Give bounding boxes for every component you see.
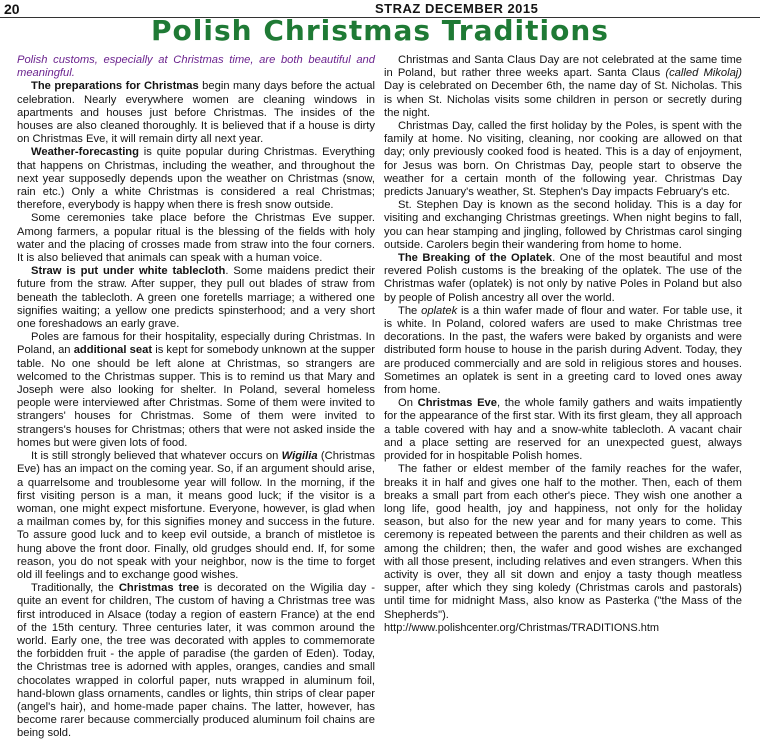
paragraph-emphasis: Wigilia [281,450,318,463]
article-intro: Polish customs, especially at Christmas time, are both beautiful and meaningful. [17,54,375,80]
paragraph-text: is a thin wafer made of flour and water. For table use, it is white. In Poland, colored wafers are used to make Christmas tree decorations. In the past, the wafers were baked by organists and were distributed form house to house in the parish during Advent. Today, they are produced commercially and are sold in religious stores and houses. Sometimes an oplatek is sent in a greeting card to loved ones away from home. [384,304,742,397]
paragraph-text: . Some maidens predict their future from the straw. After supper, they pull out blades of straw from beneath the tablecloth. A green one foretells marriage; a withered one signifies waiting; a yellow one predicts spinsterhood; and a very short one foreshadows an early grave. [17,265,375,331]
paragraph-text: Traditionally, the [31,582,119,595]
paragraph-wigilia [17,450,375,582]
paragraph-text: , the whole family gathers and waits impatiently for the appearance of the first star. With its first gleam, they all approach a table covered with hay and a snow-white tablecloth. A vacant chair and a place setting are reserved for an unexpected guest, always provided for in hospitable Polish homes. [384,397,742,463]
paragraph-hospitality [17,331,375,450]
right-column [384,54,742,635]
publication-header: STRAZ DECEMBER 2015 [375,1,539,16]
paragraph-emphasis: (called Mikolaj) [665,67,742,80]
paragraph-text: On [398,397,418,410]
paragraph-emphasis: additional seat [73,344,153,357]
page-number: 20 [4,1,20,17]
paragraph-emphasis: Christmas Eve [417,397,497,410]
paragraph-text: is quite popular during Christmas. Everything that happens on Christmas, including the weather, and throughout the next year supposedly depends upon the weather on Christmas (snow, rain etc.) Only a white Christmas is considered a real Christmas; therefore, everybody is happy when there is fresh snow outside. [17,146,375,212]
paragraph-text: begin many days before the actual celebration. Nearly everywhere women are cleaning windows in apartments and houses just before Christmas. The insides of the houses are also cleaned thoroughly. It is believed that if a house is dirty on Christmas Eve, it will remain dirty all next year. [17,80,376,146]
paragraph-lead: Straw is put under white tablecloth [31,265,226,278]
paragraph-lead: The Breaking of the Oplatek [398,252,553,265]
paragraph-text: is kept for somebody unknown at the supper table. No one should be left alone at Christmas, so strangers are welcomed to the Christmas supper. This is to remind us that Mary and Joseph were also looking for shelter. In Poland, several homeless people were interviewed after Christmas. Some of them were invited to strangers' houses for Christmas. Some of them were invited to strangers's houses for Christmas; others that were not asked inside the homes but were given lots of food. [17,344,375,449]
paragraph-christmas-eve [384,397,742,463]
paragraph-santa-claus [384,54,742,120]
paragraph-christmas-tree [17,582,375,740]
paragraph-emphasis: Christmas tree [118,582,200,595]
paragraph-oplatek [384,252,742,305]
paragraph-family-supper: The father or eldest member of the family reaches for the wafer, breaks it in half and gives one half to the mother. Then, each of them breaks a small part from each other's piece. They wish one another a long life, good health, joy and happiness, not only for the holiday season, but also for the new year and for many years to come. This ceremony is repeated between the parents and their children as well as among the children; then, the wafer and good wishes are exchanged with all those present, including relatives and even strangers. When this activity is over, they all sit down and enjoy a tasty though meatless supper, after which they sing koledy (Christmas carols and pastorals) until time for midnight Mass, also know as Pasterka ("the Mass of the Shepherds"). [384,463,742,621]
paragraph-lead: Weather-forecasting [31,146,139,159]
paragraph-wafer [384,305,742,397]
left-column [17,54,375,741]
paragraph-christmas-day: Christmas Day, called the first holiday by the Poles, is spent with the family at home. No visiting, cleaning, nor cooking are allowed on that day; only previously cooked food is heated. This is a day of enjoyment, for Jesus was born. On Christmas Day, people start to observe the weather for a certain month of the following year. Christmas Day predicts January's weather, St. Stephen's Day impacts February's etc. [384,120,742,199]
paragraph-text: Christmas and Santa Claus Day are not celebrated at the same time in Poland, but rather three weeks apart. Santa Claus [384,54,742,80]
paragraph-text: It is still strongly believed that whatever occurs on [31,450,282,463]
paragraph-text: is decorated on the Wigilia day - quite an event for children, The custom of having a Christmas tree was first introduced in Alsace (today a region of eastern France) at the end of the 15th century. Three centuries later, it was common around the world. Early one, the tree was decorated with apples to commemorate the forbidden fruit - the apple of paradise (the garden of Eden). Today, the Christmas tree is adorned with apples, oranges, candies and small chocolates wrapped in colorful paper, nuts wrapped in aluminum foil, hand-blown glass ornaments, candles or lights, thin strips of clear paper (angel's hair), and home-made paper chains. The latter, however, has become rarer because commercially produced aluminum foil chains are being sold. [17,582,375,740]
paragraph-text: . One of the most beautiful and most revered Polish customs is the breaking of the oplatek. The use of the Christmas wafer (oplatek) is not only by native Poles in Poland but also by people of Polish ancestry all over the world. [384,252,742,304]
paragraph-emphasis: oplatek [421,304,458,317]
paragraph-lead: The preparations for Christmas [31,80,199,93]
paragraph-text: (Christmas Eve) has an impact on the coming year. So, if an argument should arise, a quarrelsome and troublesome year will follow. In the morning, if the first visiting person is a man, it means good luck; if the visitor is a woman, one might expect misfortune. Everyone, however, is glad when a mailman comes by, for this signifies money and success in the future. To assure good luck and to keep evil outside, a branch of mistletoe is hung above the front door. Finally, old grudges should end. If, for some reason, you do not speak with your neighbor, now is the time to forget old ill feelings and to exchange good wishes. [17,450,375,581]
article-title: Polish Christmas Traditions [151,14,609,47]
paragraph-straw [17,265,375,331]
source-link[interactable]: http://www.polishcenter.org/Christmas/TRADITIONS.htm [384,621,660,634]
paragraph-text: The [398,304,422,317]
paragraph-text: Poles are famous for their hospitality, especially during Christmas. In Poland, an [17,331,375,357]
paragraph-text: Day is celebrated on December 6th, the name day of St. Nicholas. This is when St. Nicholas visits some children in person or secretly during the night. [384,80,742,119]
paragraph-preparations [17,80,375,146]
paragraph-st-stephen: St. Stephen Day is known as the second holiday. This is a day for visiting and exchanging Christmas greetings. When night begins to fall, you can hear stamping and jingling, followed by Christmas carol singing outside. Carolers begin their wandering from home to home. [384,199,742,251]
paragraph-ceremonies: Some ceremonies take place before the Christmas Eve supper. Among farmers, a popular ritual is the blessing of the fields with holy water and the placing of crosses made from straw into the four corners. It is also believed that animals can speak with a human voice. [17,212,375,265]
paragraph-weather [17,146,375,212]
